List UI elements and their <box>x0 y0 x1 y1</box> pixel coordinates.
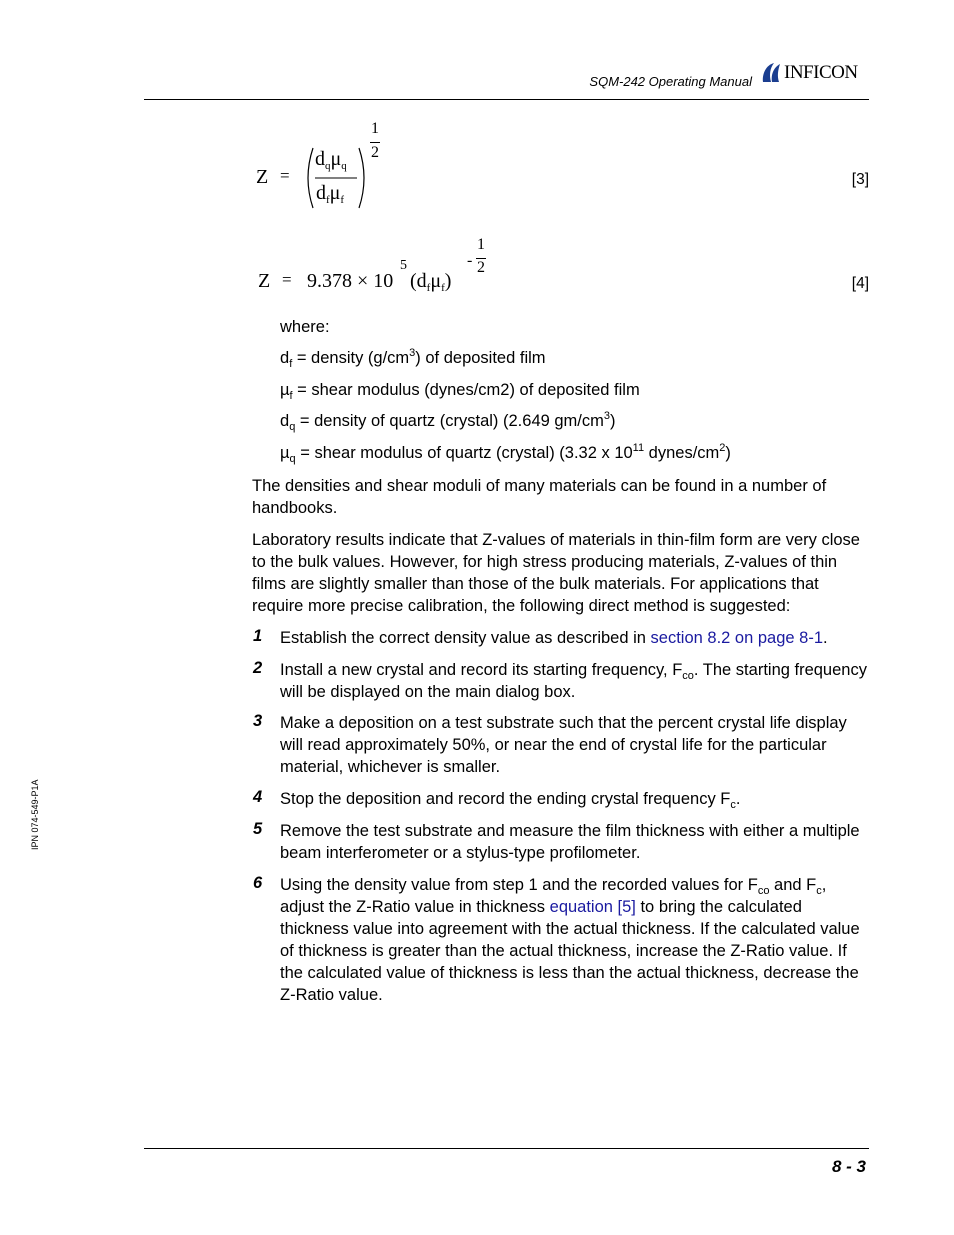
eq4-product: $(d_f\mu_f)$ <box>410 270 452 294</box>
definition-uf: µ$_f$ = shear modulus (dynes/cm2) of deposited film <box>280 381 640 402</box>
step-1: Establish the correct density value as described in section 8.2 on page 8-1. <box>280 629 828 647</box>
eq3-exp-denominator: 2 <box>371 144 379 161</box>
section-8-2-link[interactable]: section 8.2 on page 8-1 <box>650 629 823 647</box>
step-4: Stop the deposition and record the ending crystal frequency $F_c$. <box>280 790 741 811</box>
manual-title: SQM-242 Operating Manual <box>589 74 752 89</box>
eq3-equals: = <box>280 166 290 185</box>
eq4-coefficient: 9.378 × 10 <box>307 270 394 292</box>
eq4-lhs: Z <box>258 270 271 292</box>
footer-rule <box>144 1148 869 1149</box>
step-5-number: 5 <box>253 820 263 838</box>
step-3: Make a deposition on a test substrate such that the percent crystal life display will read approximately 50%, or near the end of crystal life for the particular material, whichever is smaller. <box>280 714 847 776</box>
step-2-number: 2 <box>253 659 263 677</box>
eq3-lhs: Z <box>256 166 269 188</box>
definition-uq: µ$_q$ = shear modulus of quartz (crystal) (3.32 x $10^{11}$ dynes/$cm^2$) <box>280 442 731 465</box>
eq4-exp-numerator: 1 <box>477 236 485 253</box>
document-code: IPN 074-549-P1A <box>30 779 40 850</box>
eq3-exp-bar <box>370 142 380 143</box>
definition-dq: $d_q$ = density of quartz (crystal) (2.649 $gm/cm^3$) <box>280 410 616 433</box>
eq4-exp-sign: - <box>467 252 473 269</box>
page-number: 8 - 3 <box>831 1157 866 1176</box>
step-2: Install a new crystal and record its starting frequency, $F_{co}$. The starting frequency will be displayed on the main dialog box. <box>280 661 867 701</box>
equation-5-link[interactable]: equation [5] <box>549 898 636 916</box>
eq4-exp-denominator: 2 <box>477 259 485 276</box>
equation-number-3: [3] <box>851 171 869 188</box>
eq4-equals: = <box>282 270 292 289</box>
paragraph-laboratory: Laboratory results indicate that Z-values of materials in thin-film form are very close to the bulk values. However, for high stress producing materials, Z-values of thin films are slightly smaller than those of the bulk materials. For applications that require more precise calibration, the following direct method is suggested: <box>252 531 860 615</box>
step-1-number: 1 <box>253 627 263 645</box>
eq4-coefficient-exponent: 5 <box>400 258 407 273</box>
eq3-numerator: $d_q\mu_q$ <box>315 148 347 172</box>
step-6: Using the density value from step 1 and the recorded values for $F_{co}$ and $F_c$, adjust the Z-Ratio value in thickness equation [5] to bring the calculated thickness value into agreement with the actual thickness. If the calculated value of thickness is greater than the actual thickness, increase the Z-Ratio value. If the calculated value of thickness is less than the actual thickness, decrease the Z-Ratio value. <box>280 876 860 1004</box>
paragraph-handbooks: The densities and shear moduli of many materials can be found in a number of handbooks. <box>252 477 827 517</box>
header-rule <box>144 99 869 100</box>
inficon-logo-icon <box>760 60 784 84</box>
step-6-number: 6 <box>253 874 263 892</box>
logo-text: INFICON <box>784 62 858 83</box>
step-5: Remove the test substrate and measure the film thickness with either a multiple beam interferometer or a stylus-type profilometer. <box>280 822 860 862</box>
step-4-number: 4 <box>253 788 263 806</box>
definition-df: $d_f$ = density $(g/cm^3)$ of deposited film <box>280 347 546 370</box>
eq3-exp-numerator: 1 <box>371 120 379 137</box>
step-3-number: 3 <box>253 712 263 730</box>
where-label: where: <box>280 318 330 336</box>
equation-number-4: [4] <box>851 275 869 292</box>
eq3-denominator: $d_f\mu_f$ <box>316 182 345 206</box>
